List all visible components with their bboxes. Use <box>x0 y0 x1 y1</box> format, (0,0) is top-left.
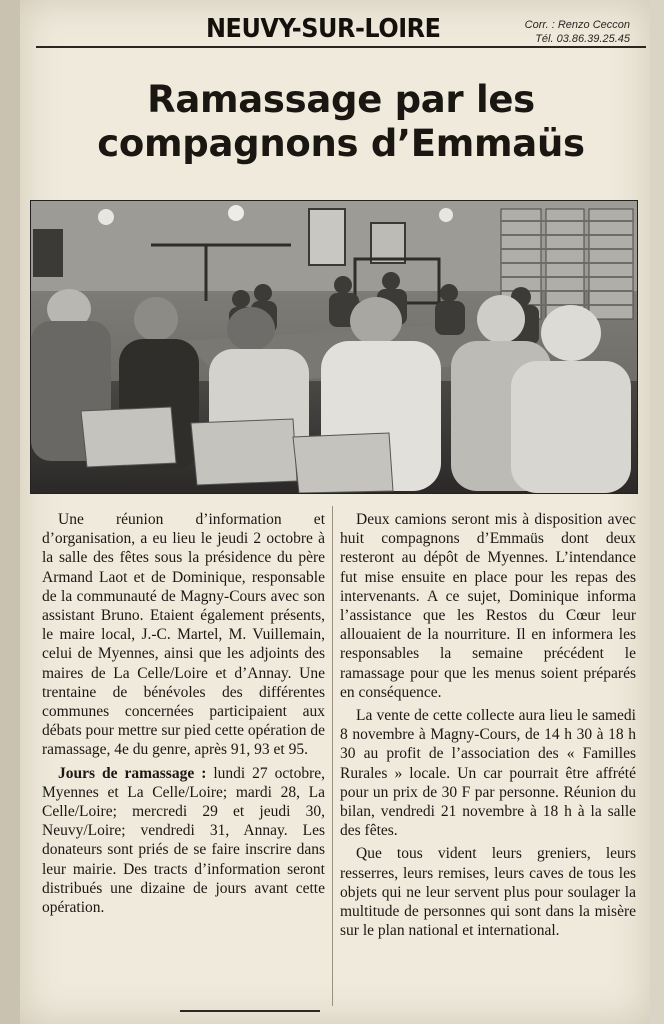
page-left-edge <box>0 0 22 1024</box>
paragraph: Une réunion d’information et d’organisation, a eu lieu le jeudi 2 octobre à la salle des fêtes sous la présidence du père Armand Laot et de Dominique, responsable de la communauté de Magny-Cours avec son assistant Bruno. Etaient également présents, le maire local, J.-C. Martel, M. Vuillemain, celui de Myennes, ainsi que les adjoints des maires de La Celle/Loire et d’Annay. Une trentaine de bénévoles des différentes communes concernées participaient aux débats pour mettre sur pied cette opération de ramassage, 4e du genre, après 91, 93 et 95. <box>42 511 325 759</box>
meeting-photo <box>30 200 638 494</box>
paragraph: Que tous vident leurs greniers, leurs resserres, leurs remises, leurs caves de tous les objets qui ne leur servent plus pour soulager la multitude de personnes qui sont dans la misère sur le plan national et international. <box>340 845 636 940</box>
bottom-rule <box>180 1010 320 1012</box>
paragraph: La vente de cette collecte aura lieu le samedi 8 novembre à Magny-Cours, de 14 h 30 à 18 h 30 au profit de l’association des « Familles Rurales » locale. Un car pourrait être affrété pour un prix de 30 F par personne. Réunion du bilan, vendredi 21 novembre à 18 h à la salle des fêtes. <box>340 707 636 840</box>
paragraph-text: lundi 27 octobre, Myennes et La Celle/Loire; mardi 28, La Celle/Loire; mercredi 29 et jeudi 30, Neuvy/Loire; vendredi 31, Annay. Les donateurs sont priés de se faire inscrire dans leur mairie. Des tracts d’information seront distribués une dizaine de jours avant cette opération. <box>42 764 325 917</box>
headline-line-2: compagnons d’Emmaüs <box>97 122 585 165</box>
paragraph <box>42 764 325 918</box>
column-divider <box>332 506 333 1006</box>
article-headline <box>36 78 646 166</box>
article-column-right <box>340 510 636 944</box>
correspondent-name: Corr. : Renzo Ceccon <box>524 19 630 31</box>
town-title: NEUVY-SUR-LOIRE <box>206 14 441 44</box>
article-column-left <box>42 510 325 921</box>
section-header <box>36 6 646 48</box>
paragraph-lead: Jours de ramassage : <box>58 764 207 782</box>
correspondent-phone: Tél. 03.86.39.25.45 <box>535 33 630 45</box>
correspondent-info <box>525 18 630 46</box>
headline-line-1: Ramassage par les <box>147 78 535 121</box>
paragraph: Deux camions seront mis à disposition avec huit compagnons d’Emmaüs dont deux resteront au dépôt de Myennes. L’intendance fut mise ensuite en place pour les repas des intervenants. A ce sujet, Dominique informa l’assistance que les Restos du Cœur leur allouaient de la nourriture. Il en informera les responsables la semaine précédent le ramassage pour que les menus soient préparés en conséquence. <box>340 511 636 701</box>
